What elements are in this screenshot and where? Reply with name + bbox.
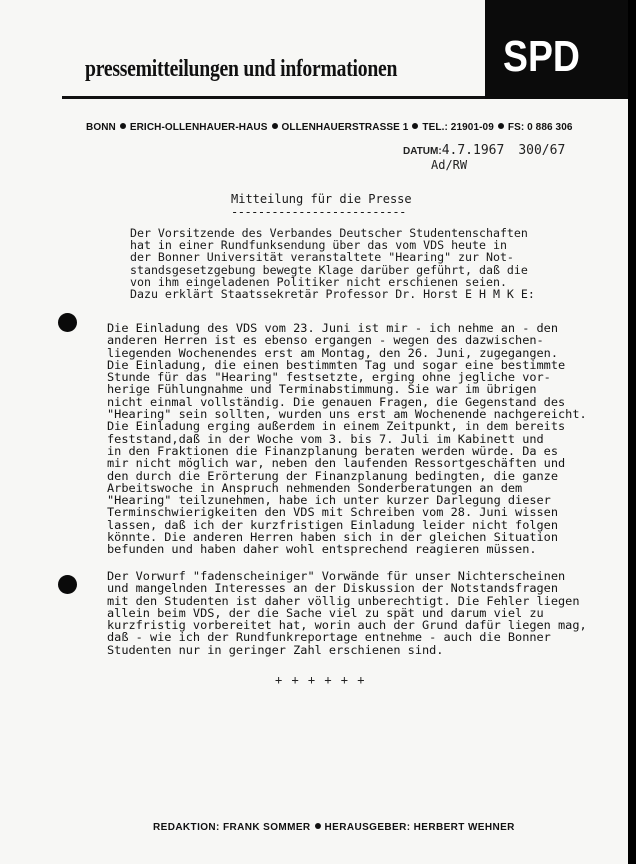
bullet-icon <box>498 123 504 129</box>
letterhead-address <box>86 122 573 133</box>
text-line: Die Einladung erging außerdem in einem Zeitpunkt, in dem bereits <box>107 419 566 434</box>
text-line: Arbeitswoche in Anspruch nehmenden Sonderberatungen an dem <box>107 480 523 495</box>
reference-number: 300/67 <box>518 143 566 158</box>
address-phone: TEL.: 21901-09 <box>422 122 494 133</box>
scan-border <box>628 0 636 864</box>
text-line: der Bonner Universität veranstaltete "Hearing" zur Not- <box>130 250 514 265</box>
text-line: nicht einmal vollständig. Die genauen Fragen, die Gegenstand des <box>107 394 566 409</box>
text-line: Stunde für das "Hearing" festsetzte, erging ohne jegliche vor- <box>107 370 551 385</box>
text-line: allein beim VDS, der die Sache viel zu spät und darum viel zu <box>107 605 544 620</box>
text-line: mir nicht möglich war, neben den laufenden Ressortgeschäften und <box>107 456 566 471</box>
heading-underline: -------------------------- <box>231 205 406 219</box>
spd-logo: SPD <box>503 32 580 81</box>
bullet-icon <box>120 123 126 129</box>
text-line: könnte. Die anderen Herren haben sich in der gleichen Situation <box>107 530 559 545</box>
text-line: herige Fühlungnahme und Terminabstimmung. Sie war im übrigen <box>107 382 537 397</box>
bullet-icon <box>272 123 278 129</box>
text-line: hat in einer Rundfunksendung über das vom VDS heute in <box>130 238 507 253</box>
statement-paragraph-1 <box>107 322 587 556</box>
text-line: anderen Herren ist es ebenso ergangen - wegen des dazwischen- <box>107 333 544 348</box>
text-line: kurzfristig vorbereitet hat, worin auch der Grund dafür liegen mag, <box>107 618 587 633</box>
text-line: Die Einladung, die einen bestimmten Tag und sogar eine bestimmte <box>107 357 566 372</box>
text-line: den durch die Erörterung der Finanzplanung bedingten, die ganze <box>107 468 559 483</box>
text-line: lassen, daß ich der kurzfristigen Einladung leider nicht folgen <box>107 517 559 532</box>
text-line: "Hearing" teilzunehmen, habe ich unter kurzer Darlegung dieser <box>107 493 551 508</box>
letterhead-title: pressemitteilungen und informationen <box>85 56 398 82</box>
text-line: und mangelnden Interesses an der Diskussion der Notstandsfragen <box>107 581 559 596</box>
bullet-icon <box>315 823 321 829</box>
text-line: standsgesetzgebung bewegte Klage darüber geführt, daß die <box>130 262 528 277</box>
text-line: in den Fraktionen die Finanzplanung beraten werden würde. Da es <box>107 443 559 458</box>
text-line: feststand,daß in der Woche vom 3. bis 7. Juli im Kabinett und <box>107 431 544 446</box>
text-line: mit den Studenten ist daher völlig unberechtigt. Die Fehler liegen <box>107 593 580 608</box>
date-label: DATUM: <box>403 146 442 157</box>
bullet-icon <box>412 123 418 129</box>
text-line: befunden und haben daher wohl entsprechend reagieren müssen. <box>107 542 537 557</box>
document-heading: Mitteilung für die Presse <box>231 192 412 206</box>
text-line: "Hearing" sein sollten, wurden uns erst am Wochenende nachgereicht. <box>107 407 587 422</box>
footer-editor: REDAKTION: FRANK SOMMER <box>153 822 311 833</box>
intro-paragraph <box>130 227 535 300</box>
address-telex: FS: 0 886 306 <box>507 122 573 133</box>
punch-hole-icon <box>58 313 77 332</box>
text-line: Der Vorwurf "fadenscheiniger" Vorwände für unser Nichterscheinen <box>107 569 566 583</box>
address-city: BONN <box>86 122 116 133</box>
date-value: 4.7.1967 <box>441 143 505 158</box>
footer-credits <box>153 822 515 833</box>
statement-paragraph-2 <box>107 570 587 656</box>
text-line: liegenden Wochenendes erst am Montag, den 26. Juni, zugegangen. <box>107 345 559 360</box>
text-line: daß - wie ich der Rundfunkreportage entnehme - auch die Bonner <box>107 630 551 645</box>
footer-publisher: HERAUSGEBER: HERBERT WEHNER <box>324 822 515 833</box>
text-line: Studenten nur in geringer Zahl erschienen sind. <box>107 642 444 657</box>
end-marks: + + + + + + <box>275 673 366 687</box>
punch-hole-icon <box>58 575 77 594</box>
text-line: Dazu erklärt Staatssekretär Professor Dr. Horst E H M K E: <box>130 287 535 302</box>
letterhead-rule <box>62 96 487 99</box>
text-line: Der Vorsitzende des Verbandes Deutscher Studentenschaften <box>130 226 528 240</box>
address-street: OLLENHAUERSTRASSE 1 <box>281 122 409 133</box>
text-line: von ihm eingeladenen Politiker nicht erschienen seien. <box>130 274 507 289</box>
text-line: Terminschwierigkeiten den VDS mit Schreiben vom 28. Juni wissen <box>107 505 559 520</box>
initials: Ad/RW <box>431 158 468 172</box>
address-building: ERICH-OLLENHAUER-HAUS <box>129 122 268 133</box>
text-line: Die Einladung des VDS vom 23. Juni ist mir - ich nehme an - den <box>107 321 559 335</box>
date-line <box>403 143 565 158</box>
